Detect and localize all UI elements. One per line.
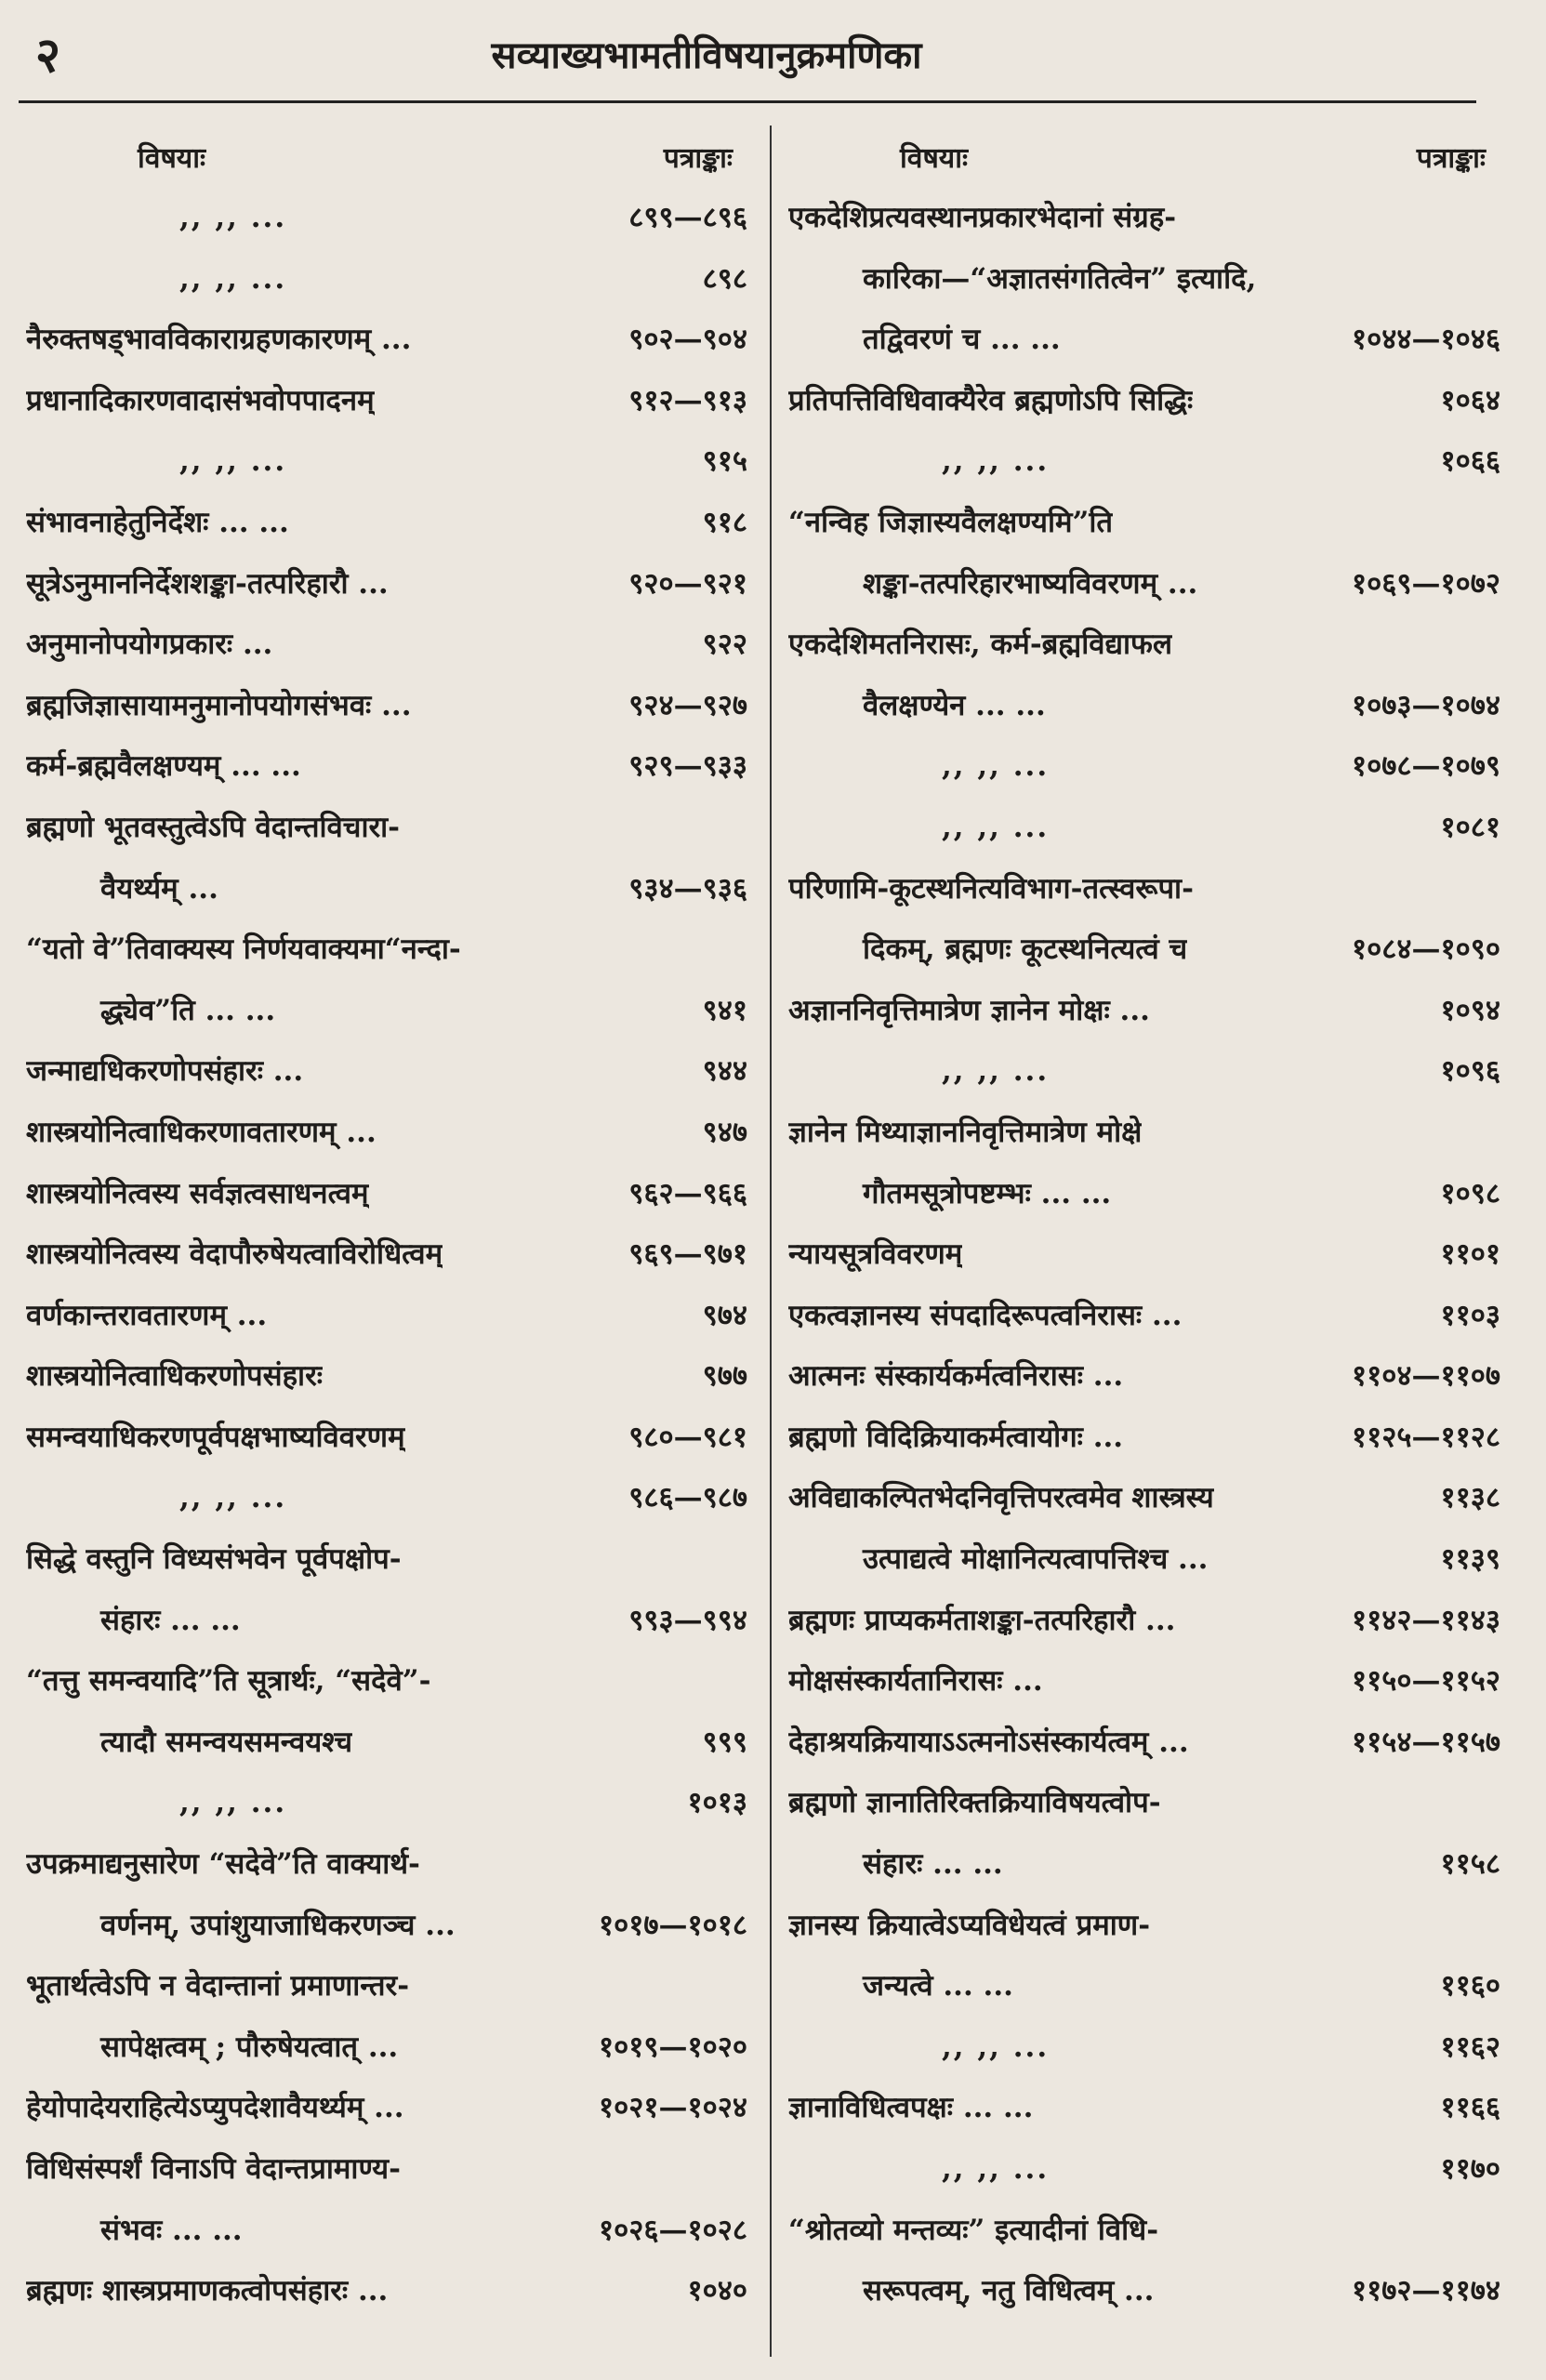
- entry-page-number: ११०४—११०७: [1352, 1359, 1500, 1394]
- entry-page-number: १०६४: [1440, 383, 1500, 417]
- entry-text: ,, ,, ...: [179, 1786, 287, 1820]
- index-entry-line: [788, 1529, 1504, 1591]
- entry-page-number: ९२९—९३३: [628, 749, 747, 784]
- index-entry-line: [788, 1834, 1504, 1896]
- entry-page-number: ९२०—९२१: [628, 566, 747, 601]
- entry-page-number: ११६२: [1440, 2030, 1500, 2064]
- index-entry-line: [788, 1956, 1504, 2017]
- index-entry-line: [26, 1224, 751, 1286]
- entry-page-number: ९९३—९९४: [628, 1603, 747, 1637]
- entry-page-number: १०१७—१०१८: [599, 1908, 747, 1942]
- entry-page-number: १०९४: [1440, 993, 1500, 1027]
- entry-text: जन्माद्यधिकरणोपसंहारः ...: [26, 1054, 304, 1089]
- entry-text: सापेक्षत्वम् ; पौरुषेयत्वात् ...: [100, 2030, 399, 2064]
- entry-text: सूत्रेऽनुमाननिर्देशशङ्का-तत्परिहारौ ...: [26, 566, 389, 601]
- entry-text: कर्म-ब्रह्मवैलक्षण्यम् ... ...: [26, 749, 301, 784]
- entry-text: मोक्षसंस्कार्यतानिरासः ...: [788, 1664, 1043, 1699]
- entry-text: तद्विवरणं च ... ...: [863, 323, 1061, 357]
- index-entry-line: [788, 371, 1504, 432]
- index-entry-line: [788, 919, 1504, 981]
- index-entry-line: [26, 188, 751, 249]
- index-entry-line: [788, 1286, 1504, 1347]
- entry-page-number: ९७७: [702, 1359, 747, 1394]
- entry-page-number: ११३८: [1440, 1481, 1500, 1515]
- entry-text: ,, ,, ...: [942, 749, 1050, 784]
- entry-page-number: १०२६—१०२८: [599, 2213, 747, 2247]
- entry-text: ब्रह्मणो ज्ञानातिरिक्तक्रियाविषयत्वोप-: [788, 1786, 1161, 1820]
- entry-page-number: ९२४—९२७: [628, 688, 747, 722]
- entry-page-number: १०८१: [1440, 810, 1500, 844]
- index-entry-line: [788, 1896, 1504, 1957]
- entry-text: ज्ञानस्य क्रियात्वेऽप्यविधेयत्वं प्रमाण-: [788, 1908, 1151, 1942]
- entry-page-number: ९०२—९०४: [628, 323, 747, 357]
- entry-page-number: ९४४: [702, 1054, 747, 1089]
- entry-text: एकत्वज्ञानस्य संपदादिरूपत्वनिरासः ...: [788, 1298, 1183, 1332]
- entry-text: वर्णनम्, उपांशुयाजाधिकरणञ्च ...: [100, 1908, 456, 1942]
- entry-page-number: ११२५—११२८: [1352, 1420, 1500, 1454]
- subject-heading: विषयाः: [138, 142, 206, 175]
- entry-text: ,, ,, ...: [179, 444, 287, 479]
- entry-page-number: ९४१: [702, 993, 747, 1027]
- index-entry-line: [26, 371, 751, 432]
- entry-text: अविद्याकल्पितभेदनिवृत्तिपरत्वमेव शास्त्रस्य: [788, 1481, 1214, 1515]
- entry-page-number: १०७३—१०७४: [1352, 688, 1500, 722]
- column-divider: [770, 126, 772, 2357]
- index-entry-line: [788, 859, 1504, 920]
- index-entry-line: [26, 1834, 751, 1896]
- entry-text: ,, ,, ...: [179, 261, 287, 296]
- left-column-header: [26, 130, 751, 188]
- index-entry-line: [26, 1164, 751, 1225]
- entry-text: शास्त्रयोनित्वाधिकरणोपसंहारः: [26, 1359, 324, 1394]
- entry-text: “श्रोतव्यो मन्तव्यः” इत्यादीनां विधि-: [788, 2213, 1159, 2247]
- entry-text: संहारः ... ...: [100, 1603, 241, 1637]
- entry-text: आत्मनः संस्कार्यकर्मत्वनिरासः ...: [788, 1359, 1124, 1394]
- entry-text: गौतमसूत्रोपष्टम्भः ... ...: [863, 1176, 1112, 1210]
- index-entry-line: [788, 615, 1504, 676]
- entry-text: “नन्विह जिज्ञास्यवैलक्षण्यमि”ति: [788, 505, 1114, 539]
- entry-page-number: ११६०: [1440, 1969, 1500, 2003]
- left-column: [26, 130, 751, 2322]
- entry-page-number: १०८४—१०९०: [1352, 932, 1500, 967]
- entry-page-number: ११४२—११४३: [1352, 1603, 1500, 1637]
- entry-page-number: ९७४: [702, 1298, 747, 1332]
- entry-text: हेयोपादेयराहित्येऽप्युपदेशावैयर्थ्यम् ...: [26, 2091, 404, 2125]
- index-entry-line: [26, 2017, 751, 2079]
- entry-text: वैयर्थ्यम् ...: [100, 871, 218, 906]
- entry-page-number: १०७८—१०७९: [1352, 749, 1500, 784]
- index-entry-line: [788, 1468, 1504, 1529]
- entry-page-number: ९१२—९१३: [628, 383, 747, 417]
- index-entry-line: [788, 736, 1504, 798]
- entry-page-number: ९१५: [702, 444, 747, 479]
- entry-text: संहारः ... ...: [863, 1847, 1003, 1882]
- entry-text: सिद्धे वस्तुनि विध्यसंभवेन पूर्वपक्षोप-: [26, 1542, 402, 1577]
- index-entry-line: [788, 1103, 1504, 1164]
- entry-page-number: ९४७: [702, 1115, 747, 1149]
- entry-text: ,, ,, ...: [179, 201, 287, 234]
- entry-text: शास्त्रयोनित्वस्य वेदापौरुषेयत्वाविरोधित्वम्: [26, 1237, 443, 1272]
- entry-text: परिणामि-कूटस्थनित्यविभाग-तत्स्वरूपा-: [788, 871, 1194, 906]
- entry-text: ,, ,, ...: [942, 1054, 1050, 1089]
- index-entry-line: [788, 1224, 1504, 1286]
- page-heading: पत्राङ्काः: [663, 142, 733, 175]
- index-entry-line: [26, 919, 751, 981]
- index-entry-line: [26, 1408, 751, 1469]
- entry-page-number: १०६६: [1440, 444, 1500, 479]
- index-entry-line: [788, 2261, 1504, 2322]
- page-number: २: [35, 27, 61, 84]
- entry-text: वर्णकान्तरावतारणम् ...: [26, 1298, 268, 1332]
- entry-text: संभावनाहेतुनिर्देशः ... ...: [26, 505, 289, 539]
- entry-page-number: १०६९—१०७२: [1352, 566, 1500, 601]
- entry-page-number: १०२१—१०२४: [599, 2091, 747, 2125]
- entry-page-number: ११३९: [1440, 1542, 1500, 1577]
- entry-page-number: ९२२: [702, 628, 747, 662]
- entry-text: शास्त्रयोनित्वस्य सर्वज्ञत्वसाधनत्वम्: [26, 1176, 369, 1210]
- entry-page-number: ९६९—९७१: [628, 1237, 747, 1272]
- entry-text: प्रतिपत्तिविधिवाक्यैरेव ब्रह्मणोऽपि सिद्धिः: [788, 383, 1194, 417]
- entry-text: त्यादौ समन्वयसमन्वयश्च: [100, 1725, 353, 1759]
- entry-text: शङ्का-तत्परिहारभाष्यविवरणम् ...: [863, 566, 1198, 601]
- entry-text: “यतो वे”तिवाक्यस्य निर्णयवाक्यमा“नन्दा-: [26, 932, 461, 967]
- entry-text: ,, ,, ...: [179, 1481, 287, 1515]
- entry-text: न्यायसूत्रविवरणम्: [788, 1237, 963, 1272]
- index-entry-line: [26, 2139, 751, 2201]
- entry-page-number: ९३४—९३६: [628, 871, 747, 906]
- entry-text: अज्ञाननिवृत्तिमात्रेण ज्ञानेन मोक्षः ...: [788, 993, 1150, 1027]
- entry-text: ,, ,, ...: [942, 444, 1050, 479]
- index-entry-line: [26, 1651, 751, 1712]
- index-entry-line: [26, 615, 751, 676]
- index-entry-line: [26, 859, 751, 920]
- entry-text: सरूपत्वम्, नतु विधित्वम् ...: [863, 2274, 1155, 2308]
- entry-text: “तत्तु समन्वयादि”ति सूत्रार्थः, “सदेवे”-: [26, 1664, 431, 1699]
- index-entry-line: [26, 431, 751, 493]
- index-entry-line: [788, 310, 1504, 371]
- entry-text: समन्वयाधिकरणपूर्वपक्षभाष्यविवरणम्: [26, 1420, 405, 1454]
- entry-text: उपक्रमाद्यनुसारेण “सदेवे”ति वाक्यार्थ-: [26, 1847, 420, 1882]
- entry-page-number: ९९९: [702, 1725, 747, 1759]
- entry-page-number: ९६२—९६६: [628, 1176, 747, 1210]
- entry-text: ब्रह्मणो विदिक्रियाकर्मत्वायोगः ...: [788, 1420, 1124, 1454]
- index-entry-line: [788, 676, 1504, 737]
- entry-page-number: ११०१: [1440, 1237, 1500, 1272]
- entry-text: कारिका—“अज्ञातसंगतित्वेन” इत्यादि,: [863, 261, 1257, 296]
- entry-text: एकदेशिमतनिरासः, कर्म-ब्रह्मविद्याफल: [788, 628, 1172, 662]
- entry-page-number: १०९८: [1440, 1176, 1500, 1210]
- index-entry-line: [788, 2078, 1504, 2139]
- header-rule: [19, 100, 1476, 103]
- entry-text: भूतार्थत्वेऽपि न वेदान्तानां प्रमाणान्तर-: [26, 1969, 410, 2003]
- entry-page-number: ८९८: [702, 261, 747, 296]
- entry-page-number: ९१८: [702, 505, 747, 539]
- entry-text: ,, ,, ...: [942, 810, 1050, 844]
- index-entry-line: [788, 554, 1504, 615]
- index-entry-line: [788, 1591, 1504, 1652]
- index-entry-line: [26, 493, 751, 554]
- index-entry-line: [26, 981, 751, 1042]
- index-entry-line: [26, 1529, 751, 1591]
- entry-page-number: १०१९—१०२०: [599, 2030, 747, 2064]
- index-entry-line: [26, 1346, 751, 1408]
- entry-text: शास्त्रयोनित्वाधिकरणावतारणम् ...: [26, 1115, 377, 1149]
- index-entry-line: [26, 1468, 751, 1529]
- entry-text: दिकम्, ब्रह्मणः कूटस्थनित्यत्वं च: [863, 932, 1188, 967]
- index-entry-line: [26, 736, 751, 798]
- index-entry-line: [26, 1956, 751, 2017]
- entry-page-number: ९८०—९८१: [628, 1420, 747, 1454]
- index-entry-line: [26, 1103, 751, 1164]
- entry-text: नैरुक्तषड्भावविकाराग्रहणकारणम् ...: [26, 323, 412, 357]
- entry-text: वैलक्षण्येन ... ...: [863, 688, 1046, 722]
- index-entry-line: [788, 1408, 1504, 1469]
- page-heading: पत्राङ्काः: [1416, 142, 1486, 175]
- entry-page-number: ११५०—११५२: [1352, 1664, 1500, 1699]
- index-entry-line: [788, 1346, 1504, 1408]
- index-entry-line: [788, 249, 1504, 311]
- index-entry-line: [788, 2201, 1504, 2262]
- entry-page-number: १०१३: [687, 1786, 747, 1820]
- right-column-header: [788, 130, 1504, 188]
- index-entry-line: [26, 2261, 751, 2322]
- entry-page-number: ११५८: [1440, 1847, 1500, 1882]
- entry-text: संभवः ... ...: [100, 2213, 243, 2247]
- entry-page-number: ९८६—९८७: [628, 1481, 747, 1515]
- entry-page-number: १०४०: [687, 2274, 747, 2308]
- entry-text: उत्पाद्यत्वे मोक्षानित्यत्वापत्तिश्च ...: [863, 1542, 1209, 1577]
- index-entry-line: [788, 2017, 1504, 2079]
- index-entry-line: [26, 554, 751, 615]
- entry-page-number: ११७०: [1440, 2152, 1500, 2186]
- left-entry-list: [26, 188, 751, 2322]
- entry-text: जन्यत्वे ... ...: [863, 1969, 1013, 2003]
- index-entry-line: [26, 2201, 751, 2262]
- index-entry-line: [26, 2078, 751, 2139]
- index-entry-line: [788, 1651, 1504, 1712]
- index-entry-line: [26, 1773, 751, 1834]
- page-title: सव्याख्यभामतीविषयानुक्रमणिका: [491, 33, 922, 77]
- index-entry-line: [788, 188, 1504, 249]
- entry-text: ब्रह्मजिज्ञासायामनुमानोपयोगसंभवः ...: [26, 688, 412, 722]
- entry-text: अनुमानोपयोगप्रकारः ...: [26, 628, 273, 662]
- entry-text: द्ध्येव”ति ... ...: [100, 993, 276, 1027]
- index-entry-line: [788, 2139, 1504, 2201]
- subject-heading: विषयाः: [900, 142, 969, 175]
- index-entry-line: [26, 1286, 751, 1347]
- index-entry-line: [788, 1164, 1504, 1225]
- index-entry-line: [26, 310, 751, 371]
- index-entry-line: [26, 1591, 751, 1652]
- entry-page-number: ८९९—८९६: [628, 201, 747, 234]
- right-column: [788, 130, 1504, 2322]
- right-entry-list: [788, 188, 1504, 2322]
- index-entry-line: [788, 798, 1504, 859]
- entry-page-number: ११६६: [1440, 2091, 1500, 2125]
- index-entry-line: [26, 676, 751, 737]
- entry-text: देहाश्रयक्रियायाऽऽत्मनोऽसंस्कार्यत्वम् ...: [788, 1725, 1189, 1759]
- entry-page-number: ११०३: [1440, 1298, 1500, 1332]
- entry-page-number: १०४४—१०४६: [1352, 323, 1500, 357]
- index-entry-line: [788, 1041, 1504, 1103]
- entry-text: प्रधानादिकारणवादासंभवोपपादनम्: [26, 383, 375, 417]
- entry-page-number: ११७२—११७४: [1352, 2274, 1500, 2308]
- index-entry-line: [26, 249, 751, 311]
- entry-text: ,, ,, ...: [942, 2152, 1050, 2186]
- index-entry-line: [788, 431, 1504, 493]
- entry-text: ,, ,, ...: [942, 2030, 1050, 2064]
- index-entry-line: [26, 798, 751, 859]
- index-entry-line: [788, 1773, 1504, 1834]
- index-entry-line: [788, 493, 1504, 554]
- entry-text: ब्रह्मणो भूतवस्तुत्वेऽपि वेदान्तविचारा-: [26, 810, 401, 844]
- entry-page-number: १०९६: [1440, 1054, 1500, 1089]
- entry-text: ब्रह्मणः प्राप्यकर्मताशङ्का-तत्परिहारौ ...: [788, 1603, 1176, 1637]
- index-entry-line: [26, 1712, 751, 1774]
- index-entry-line: [788, 981, 1504, 1042]
- entry-text: विधिसंस्पर्शं विनाऽपि वेदान्तप्रामाण्य-: [26, 2152, 402, 2186]
- entry-text: ज्ञानाविधित्वपक्षः ... ...: [788, 2091, 1034, 2125]
- entry-text: एकदेशिप्रत्यवस्थानप्रकारभेदानां संग्रह-: [788, 201, 1177, 234]
- index-entry-line: [788, 1712, 1504, 1774]
- index-entry-line: [26, 1041, 751, 1103]
- entry-page-number: ११५४—११५७: [1352, 1725, 1500, 1759]
- entry-text: ब्रह्मणः शास्त्रप्रमाणकत्वोपसंहारः ...: [26, 2274, 389, 2308]
- entry-text: ज्ञानेन मिथ्याज्ञाननिवृत्तिमात्रेण मोक्षे: [788, 1115, 1143, 1149]
- index-entry-line: [26, 1896, 751, 1957]
